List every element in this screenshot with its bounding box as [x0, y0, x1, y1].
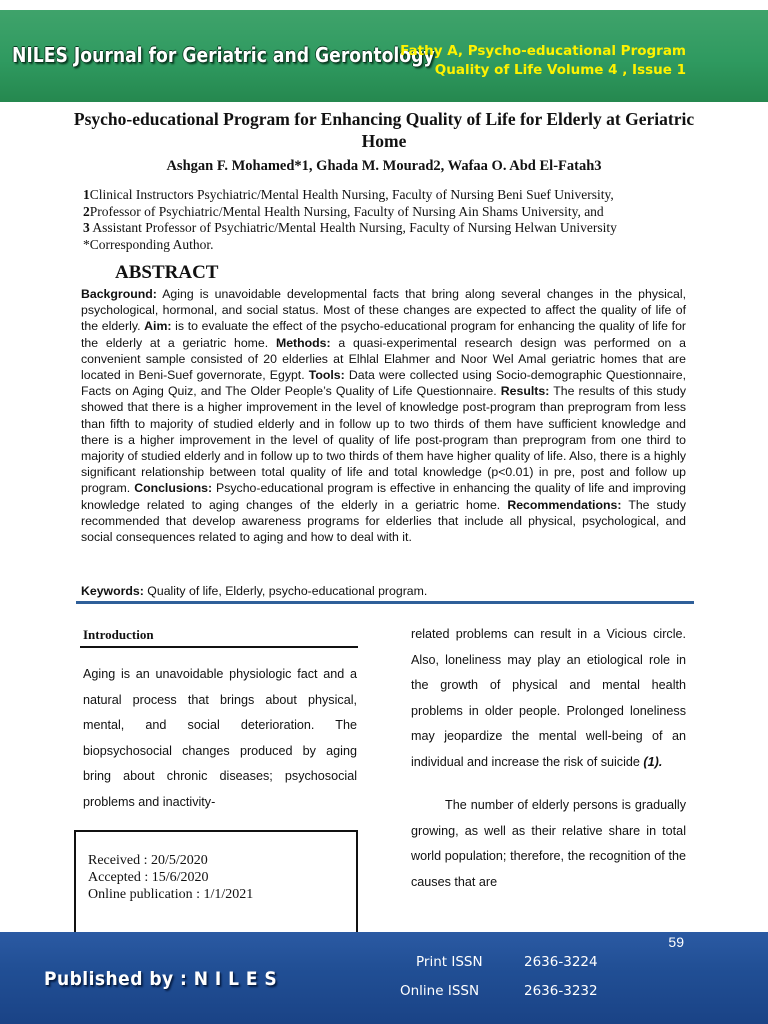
publication-dates-box — [74, 830, 358, 938]
received-date: Received : 20/5/2020 — [88, 853, 208, 868]
introduction-paragraph-1: Aging is an unavoidable physiologic fact and a natural process that brings about physical, mental, and social deterioration. The biopsychosocial changes produced by aging bring about chronic diseases; psychosocial problems and inactivity- — [83, 667, 357, 809]
affiliation-1: 1Clinical Instructors Psychiatric/Mental Health Nursing, Faculty of Nursing Beni Suef University, — [83, 187, 614, 202]
affiliation-2: 2Professor of Psychiatric/Mental Health Nursing, Faculty of Nursing Ain Shams University, and — [83, 203, 604, 219]
online-issn-label: Online ISSN — [400, 983, 480, 999]
keywords: Keywords: Quality of life, Elderly, psycho-educational program. — [81, 584, 428, 598]
article-title: Psycho-educational Program for Enhancing Quality of Life for Elderly at Geriatric Home — [73, 109, 695, 151]
running-head — [400, 42, 686, 80]
published-by: Published by : N I L E S — [44, 968, 278, 990]
running-head-line-1: Fathy A, Psycho-educational Program — [400, 43, 686, 59]
print-issn-label: Print ISSN — [416, 954, 483, 970]
abstract-body: Background: Aging is unavoidable developmental facts that bring along several changes in the physical, psychological, hormonal, and social status. Most of these changes are expected to affect the quality of life of the elderly. Aim: is to evaluate the effect of the psycho-educational program for enhancing the quality of life for the elderly at a geriatric home. Methods: a quasi-experimental research design was performed on a convenient sample consisted of 20 elderlies at Elhlal Elahmer and Noor Wel Amal geriatric homes that are located in Beni-Suef governorate, Egypt. Tools: Data were collected using Socio-demographic Questionnaire, Facts on Aging Quiz, and The Older People’s Quality of Life Questionnaire. Results: The results of this study showed that there is a higher improvement in the level of knowledge post-program than preprogram from less than fifth to majority of studied elderly and in follow up to two thirds of them have sufficient knowledge and there is a higher improvement in the level of quality of life post-program than preprogram from one third to majority of studied elderly and in follow up to two thirds of them have higher quality of life. Also, there is a highly significant relationship between total quality of life and total knowledge (p<0.01) in pre, post and follow up program. Conclusions: Psycho-educational program is effective in enhancing the quality of life and improving knowledge related to aging changes of the elderly in a geriatric home. Recommendations: The study recommended that develop awareness programs for elderlies that include all physical, psychological, and social consequences related to aging and how to deal with it. — [81, 287, 687, 545]
introduction-heading: Introduction — [83, 627, 154, 642]
journal-title: NILES Journal for Geriatric and Gerontology — [12, 43, 435, 67]
introduction-right-column — [411, 622, 686, 895]
page-number: 59 — [668, 934, 684, 950]
affiliations — [83, 187, 617, 253]
affiliation-3: 3 Assistant Professor of Psychiatric/Mental Health Nursing, Faculty of Nursing Helwan University — [83, 220, 617, 235]
corresponding-author-note: *Corresponding Author. — [83, 236, 214, 252]
introduction-underline — [80, 646, 358, 648]
article-authors: Ashgan F. Mohamed*1, Ghada M. Mourad2, Wafaa O. Abd El-Fatah3 — [166, 158, 602, 174]
citation: (1). — [643, 754, 663, 769]
introduction-left-column — [83, 662, 357, 815]
online-issn-value: 2636-3232 — [524, 983, 598, 999]
introduction-paragraph-2: related problems can result in a Vicious circle. Also, loneliness may play an etiological role in the growth of physical and mental health problems in older people. Prolonged loneliness may jeopardize the mental well-being of an individual and increase the risk of suicide (1). — [411, 627, 686, 769]
online-publication-date: Online publication : 1/1/2021 — [88, 887, 254, 902]
section-divider — [76, 601, 694, 604]
print-issn-value: 2636-3224 — [524, 954, 598, 970]
abstract-heading: ABSTRACT — [115, 262, 219, 283]
introduction-paragraph-3: The number of elderly persons is gradually growing, as well as their relative share in total world population; therefore, the recognition of the causes that are — [411, 798, 686, 889]
accepted-date: Accepted : 15/6/2020 — [88, 870, 209, 885]
running-head-line-2: Quality of Life Volume 4 , Issue 1 — [434, 62, 686, 78]
